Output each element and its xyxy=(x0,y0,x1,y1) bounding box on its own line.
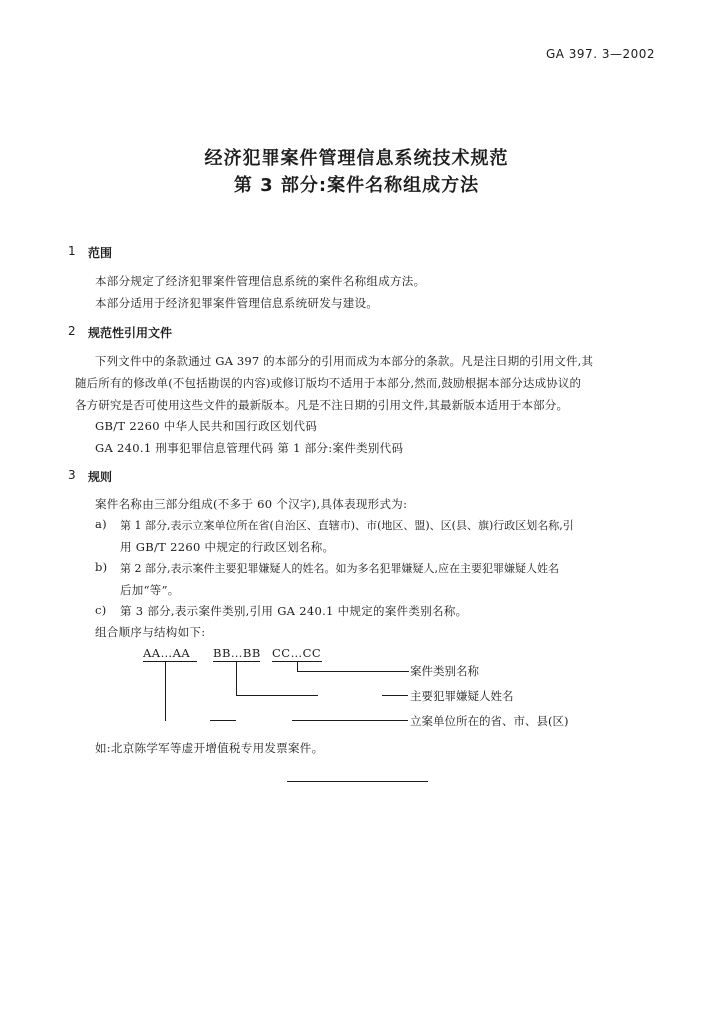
section-1-number: 1 xyxy=(68,244,76,258)
example-text: 如:北京陈学军等虚开增值税专用发票案件。 xyxy=(95,741,324,755)
connector-bb-horizontal-right xyxy=(382,695,408,696)
section-2-paragraph-line: 各方研究是否可使用这些文件的最新版本。凡是不注日期的引用文件,其最新版本适用于本部分。 xyxy=(75,398,569,412)
normative-reference: GB/T 2260 中华人民共和国行政区划代码 xyxy=(95,419,318,433)
label-case-category: 案件类别名称 xyxy=(410,664,479,678)
connector-aa-horizontal xyxy=(210,720,236,721)
connector-bb-vertical xyxy=(236,662,237,696)
label-suspect-name: 主要犯罪嫌疑人姓名 xyxy=(410,689,514,703)
label-filing-unit-location: 立案单位所在的省、市、县(区) xyxy=(410,714,569,728)
connector-bb-horizontal xyxy=(236,695,318,696)
connector-aa-vertical xyxy=(165,662,166,721)
section-2-number: 2 xyxy=(68,324,76,338)
segment-aa: AA…AA xyxy=(143,646,191,660)
section-1-heading: 范围 xyxy=(88,246,113,260)
document-subtitle: 第 3 部分:案件名称组成方法 xyxy=(233,175,480,196)
section-3-intro: 案件名称由三部分组成(不多于 60 个汉字),具体表现形式为: xyxy=(95,497,408,511)
section-2-heading: 规范性引用文件 xyxy=(88,326,173,340)
list-item-line: 后加“等”。 xyxy=(120,583,180,597)
section-3-heading: 规则 xyxy=(88,470,113,484)
connector-aa-horizontal-right xyxy=(292,720,408,721)
standard-number: GA 397. 3—2002 xyxy=(545,47,655,61)
end-rule xyxy=(287,781,428,782)
segment-cc: CC…CC xyxy=(272,646,322,660)
document-title: 经济犯罪案件管理信息系统技术规范 xyxy=(204,148,509,169)
section-1-paragraph: 本部分规定了经济犯罪案件管理信息系统的案件名称组成方法。 xyxy=(95,274,426,288)
list-item-marker: b) xyxy=(95,560,108,574)
list-item-marker: a) xyxy=(95,517,107,531)
connector-cc-horizontal xyxy=(297,671,409,672)
section-2-paragraph-line: 随后所有的修改单(不包括勘误的内容)或修订版均不适用于本部分,然而,鼓励根据本部分达成协议的 xyxy=(75,376,582,390)
list-item-line: 第 1 部分,表示立案单位所在省(自治区、直辖市)、市(地区、盟)、区(县、旗)行政区划名称,引 xyxy=(120,519,574,532)
list-item-marker: c) xyxy=(95,603,107,617)
section-1-paragraph: 本部分适用于经济犯罪案件管理信息系统研发与建设。 xyxy=(95,296,379,310)
underline-aa xyxy=(143,661,197,662)
normative-reference: GA 240.1 刑事犯罪信息管理代码 第 1 部分:案件类别代码 xyxy=(95,441,404,455)
segment-bb: BB…BB xyxy=(213,646,261,660)
list-item-line: 用 GB/T 2260 中规定的行政区划名称。 xyxy=(120,540,335,554)
section-2-paragraph-line: 下列文件中的条款通过 GA 397 的本部分的引用而成为本部分的条款。凡是注日期的引用文件,其 xyxy=(95,354,594,368)
list-item-line: 第 3 部分,表示案件类别,引用 GA 240.1 中规定的案件类别名称。 xyxy=(120,604,468,618)
structure-intro: 组合顺序与结构如下: xyxy=(95,625,206,639)
list-item-line: 第 2 部分,表示案件主要犯罪嫌疑人的姓名。如为多名犯罪嫌疑人,应在主要犯罪嫌疑人姓名 xyxy=(120,562,559,575)
section-3-number: 3 xyxy=(68,468,76,482)
